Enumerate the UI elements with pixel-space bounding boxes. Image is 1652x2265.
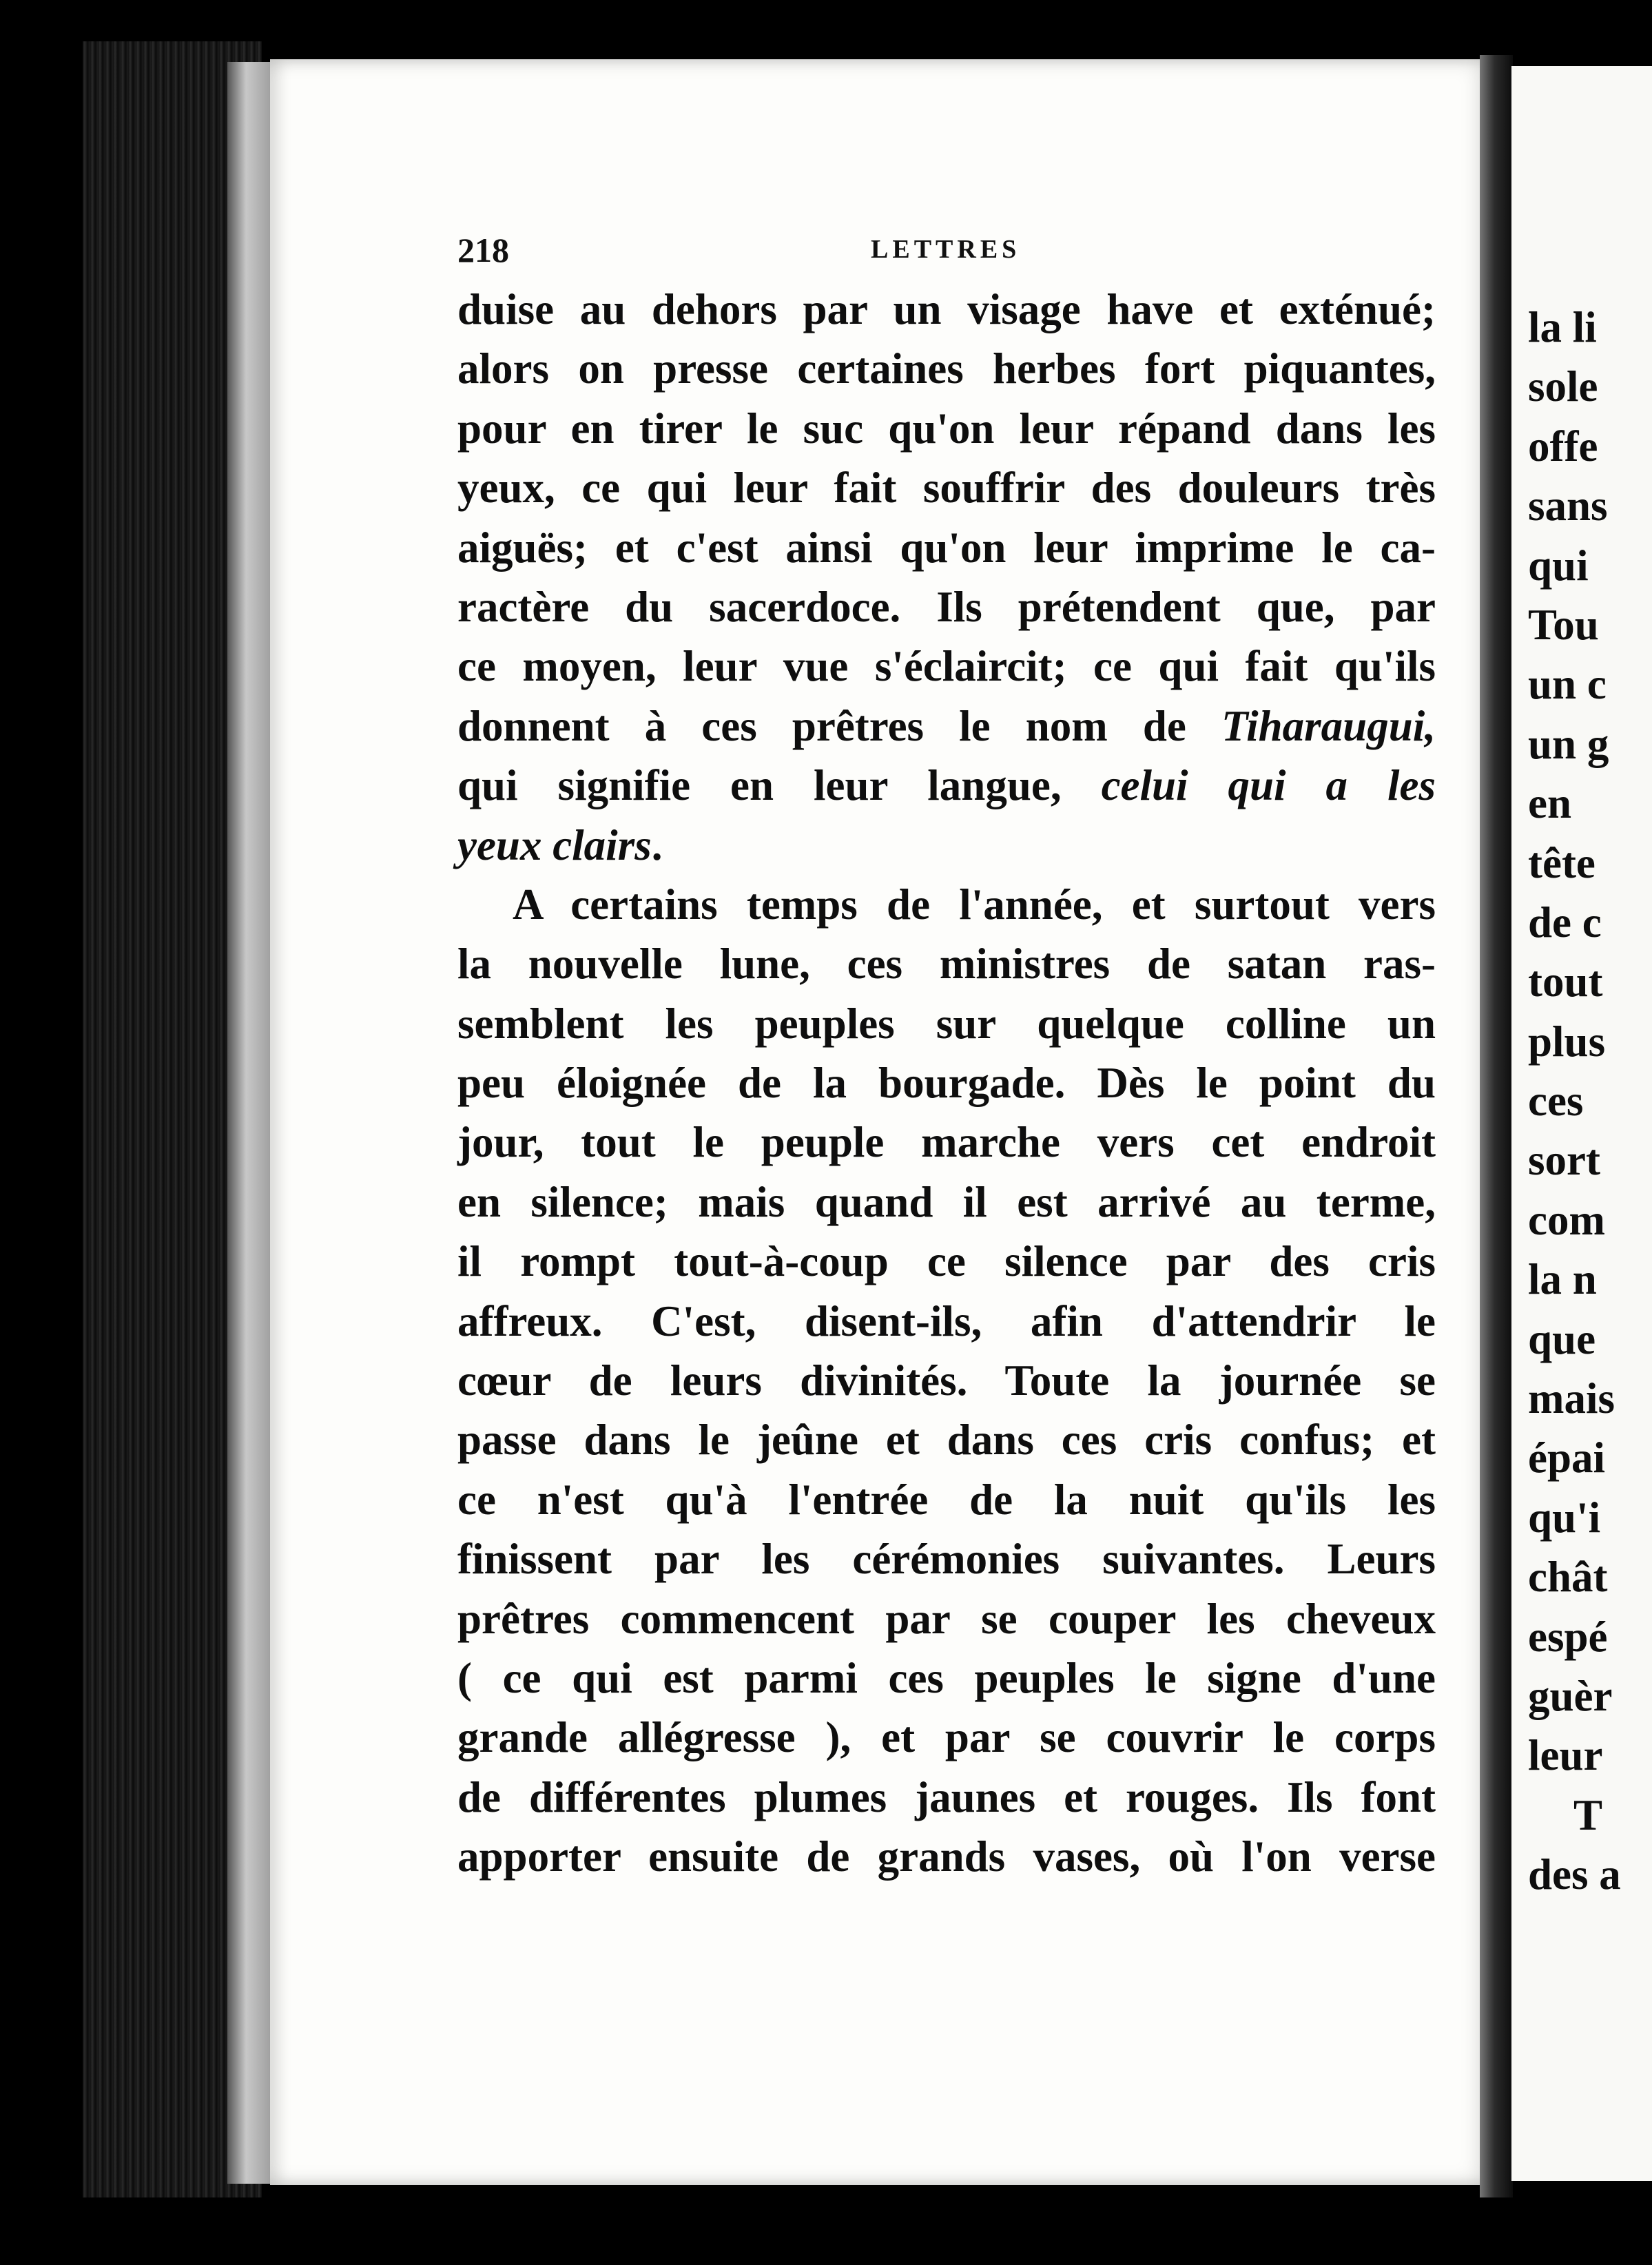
facing-page-text xyxy=(1511,298,1652,1905)
text-segment: apporter ensuite de grands vases, où l'on verse xyxy=(457,1832,1436,1881)
text-line xyxy=(457,816,1436,875)
facing-text-line: plus xyxy=(1528,1017,1606,1066)
text-segment: pour en tirer le suc qu'on leur répand dans les xyxy=(457,404,1436,453)
facing-text-line: la n xyxy=(1528,1255,1597,1304)
facing-text-line: tout xyxy=(1528,958,1603,1006)
running-head-title: LETTRES xyxy=(871,235,1021,264)
text-segment: semblent les peuples sur quelque colline un xyxy=(457,999,1436,1048)
text-line xyxy=(457,1589,1436,1648)
text-segment: jour, tout le peuple marche vers cet endroit xyxy=(457,1118,1436,1167)
facing-text-line: que xyxy=(1528,1314,1596,1363)
text-line xyxy=(457,399,1436,458)
text-line xyxy=(457,1529,1436,1589)
text-line xyxy=(457,1410,1436,1469)
facing-text-line: sort xyxy=(1528,1136,1600,1185)
text-line xyxy=(457,934,1436,993)
text-segment: A certains temps de l'année, et surtout vers xyxy=(513,880,1436,929)
text-line xyxy=(457,1351,1436,1410)
facing-text-line: la li xyxy=(1528,303,1597,351)
text-segment: de différentes plumes jaunes et rouges. Ils font xyxy=(457,1772,1436,1821)
text-segment: finissent par les cérémonies suivantes. Leurs xyxy=(457,1535,1436,1584)
book-page xyxy=(270,59,1496,2185)
text-line xyxy=(457,1708,1436,1767)
text-segment: en silence; mais quand il est arrivé au terme, xyxy=(457,1177,1436,1226)
text-segment: alors on presse certaines herbes fort piquantes, xyxy=(457,344,1436,393)
text-segment: donnent à ces prêtres le nom de xyxy=(457,701,1221,750)
text-segment: ce n'est qu'à l'entrée de la nuit qu'ils les xyxy=(457,1475,1436,1524)
text-line xyxy=(457,1648,1436,1708)
text-line xyxy=(457,577,1436,637)
text-segment: . xyxy=(651,820,663,869)
facing-text-line: des a xyxy=(1528,1850,1621,1899)
text-line xyxy=(457,518,1436,577)
facing-text-line: mais xyxy=(1528,1374,1615,1423)
body-text xyxy=(457,280,1436,1887)
text-segment: aiguës; et c'est ainsi qu'on leur imprime le ca- xyxy=(457,523,1436,572)
text-line xyxy=(457,339,1436,398)
text-line xyxy=(457,458,1436,517)
text-segment: ractère du sacerdoce. Ils prétendent que, par xyxy=(457,582,1436,631)
italic-text: Tiharaugui, xyxy=(1221,701,1436,750)
facing-text-line: un c xyxy=(1528,660,1607,709)
facing-text-line: sole xyxy=(1528,362,1598,411)
facing-text-line: qu'i xyxy=(1528,1493,1601,1542)
text-segment: il rompt tout-à-coup ce silence par des cris xyxy=(457,1237,1436,1286)
facing-text-line: tête xyxy=(1528,838,1596,887)
facing-text-line: ces xyxy=(1528,1077,1584,1126)
italic-text: celui qui a les xyxy=(1101,761,1436,810)
page-number: 218 xyxy=(457,231,509,269)
text-line xyxy=(457,1470,1436,1529)
facing-text-line: chât xyxy=(1528,1553,1608,1602)
text-segment: ce moyen, leur vue s'éclaircit; ce qui fait qu'ils xyxy=(457,642,1436,691)
running-head xyxy=(457,230,1436,285)
text-segment: affreux. C'est, disent-ils, afin d'attendrir le xyxy=(457,1296,1436,1345)
facing-text-line: sans xyxy=(1528,482,1608,530)
text-segment: la nouvelle lune, ces ministres de satan ras- xyxy=(457,940,1436,989)
facing-text-line: qui xyxy=(1528,541,1589,590)
text-line xyxy=(457,1232,1436,1291)
facing-text-line: leur xyxy=(1528,1731,1603,1780)
text-line xyxy=(457,875,1436,934)
facing-text-line: espé xyxy=(1528,1612,1608,1661)
text-line xyxy=(457,1292,1436,1351)
text-line xyxy=(457,1768,1436,1827)
text-line xyxy=(457,637,1436,696)
text-line xyxy=(457,756,1436,815)
facing-text-line: un g xyxy=(1528,719,1609,768)
text-segment: grande allégresse ), et par se couvrir le corps xyxy=(457,1713,1436,1762)
text-segment: cœur de leurs divinités. Toute la journée se xyxy=(457,1356,1436,1405)
facing-text-line: T xyxy=(1573,1790,1603,1839)
facing-text-line: en xyxy=(1528,779,1571,828)
text-line xyxy=(457,1827,1436,1886)
facing-text-line: com xyxy=(1528,1195,1605,1244)
text-segment: ( ce qui est parmi ces peuples le signe d'une xyxy=(457,1653,1436,1702)
text-segment: duise au dehors par un visage have et exténué; xyxy=(457,285,1436,333)
text-line xyxy=(457,1172,1436,1232)
italic-text: yeux clairs xyxy=(457,820,652,869)
text-line xyxy=(457,280,1436,339)
text-segment: prêtres commencent par se couper les cheveux xyxy=(457,1594,1436,1643)
facing-text-line: de c xyxy=(1528,898,1602,947)
text-segment: yeux, ce qui leur fait souffrir des douleurs très xyxy=(457,464,1436,513)
book-gutter xyxy=(1480,55,1513,2197)
text-line xyxy=(457,1053,1436,1113)
facing-text-line: épai xyxy=(1528,1434,1606,1482)
text-segment: qui signifie en leur langue, xyxy=(457,761,1102,810)
facing-text-line: offe xyxy=(1528,422,1598,470)
text-line xyxy=(457,994,1436,1053)
text-line xyxy=(457,1113,1436,1172)
facing-text-line: guèr xyxy=(1528,1671,1613,1720)
text-segment: peu éloignée de la bourgade. Dès le point du xyxy=(457,1059,1436,1108)
page-edge xyxy=(227,62,274,2184)
facing-text-line: Tou xyxy=(1528,600,1599,649)
text-segment: passe dans le jeûne et dans ces cris confus; et xyxy=(457,1416,1436,1465)
text-line xyxy=(457,696,1436,756)
